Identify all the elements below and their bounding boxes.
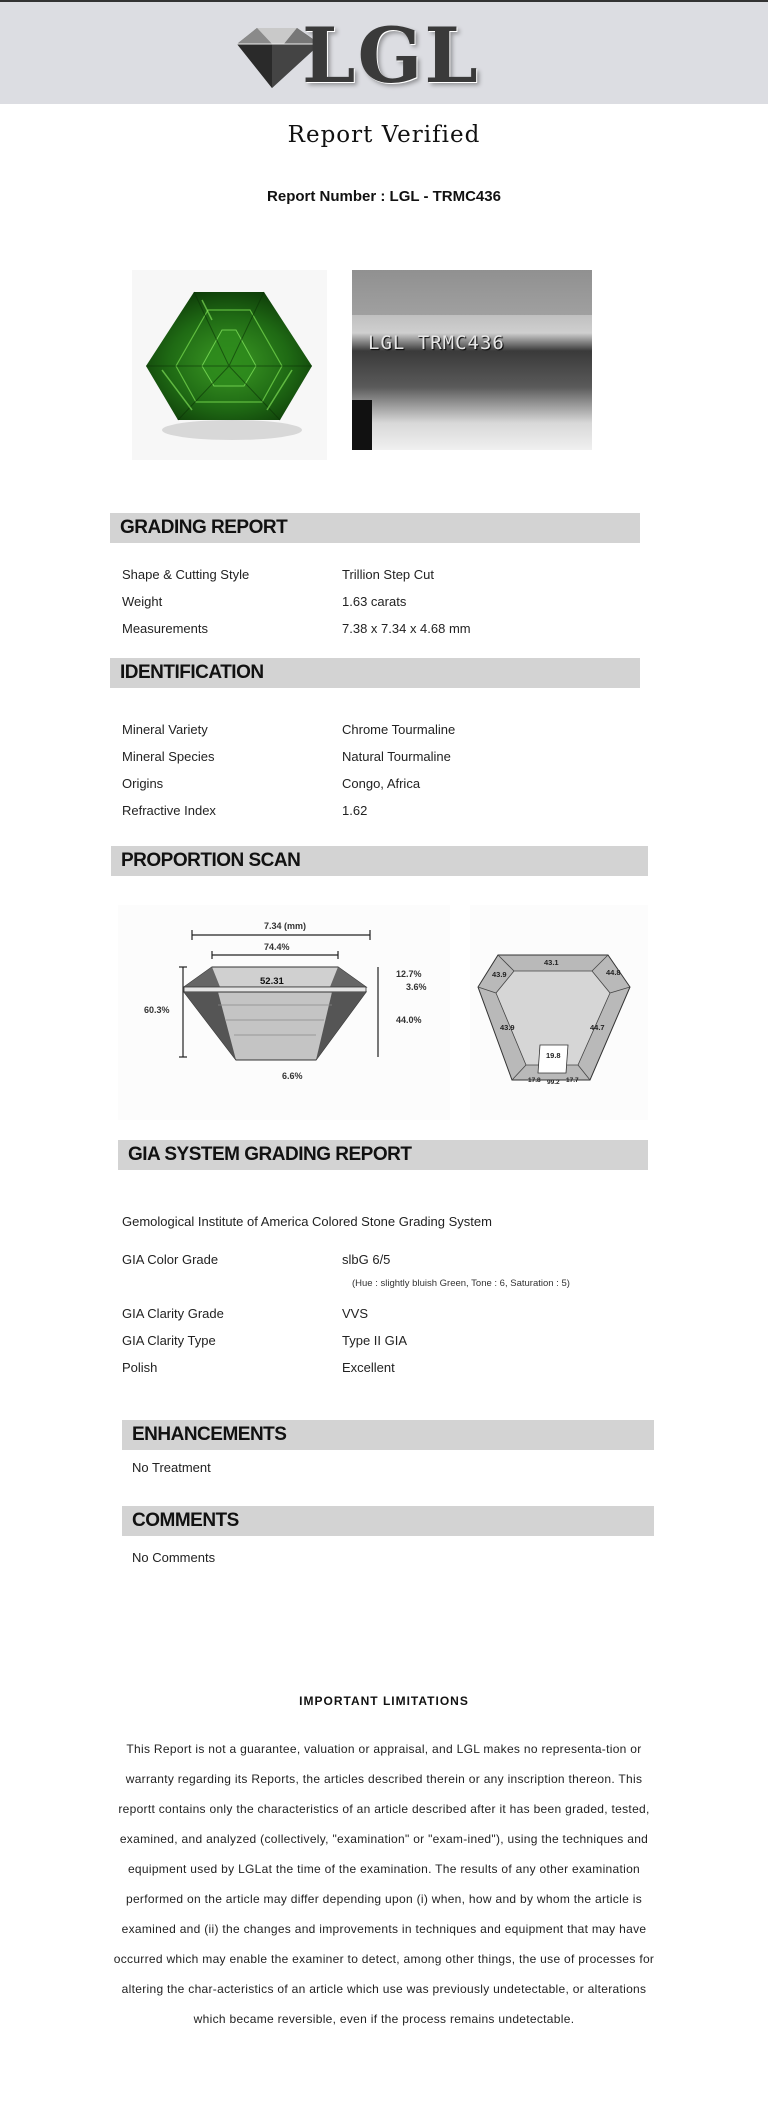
grading-report-title: GRADING REPORT [120, 517, 288, 538]
top-facet-right-top: 44.8 [606, 968, 621, 977]
identification-header [110, 658, 640, 688]
row-label: Mineral Variety [122, 722, 208, 737]
side-crown-label: 12.7% [396, 969, 422, 979]
proportion-top-diagram [470, 905, 648, 1120]
enhancements-title: ENHANCEMENTS [132, 1424, 287, 1445]
row-value: Type II GIA [342, 1333, 408, 1348]
side-culet-label: 6.6% [282, 1071, 303, 1081]
proportion-scan-header [111, 846, 648, 876]
row-label: Measurements [122, 621, 208, 636]
gia-subtitle: Gemological Institute of America Colored Stone Grading System [122, 1214, 492, 1229]
lgl-logo[interactable] [232, 11, 492, 100]
report-number: Report Number : LGL - TRMC436 [267, 188, 501, 205]
inscription-photo [352, 270, 592, 450]
top-facet-bottom-right: 17.7 [566, 1077, 579, 1084]
enhancements-text: No Treatment [132, 1460, 211, 1475]
row-label: Shape & Cutting Style [122, 567, 250, 582]
row-label: Refractive Index [122, 803, 216, 818]
logo-text: LGL [302, 11, 480, 100]
proportion-scan-title: PROPORTION SCAN [121, 850, 301, 871]
row-label: GIA Color Grade [122, 1252, 219, 1267]
row-label: Mineral Species [122, 749, 215, 764]
side-table-center-label: 52.31 [260, 976, 284, 987]
row-label: Weight [122, 594, 163, 609]
row-label: GIA Clarity Grade [122, 1306, 224, 1321]
top-facet-right-mid: 44.7 [590, 1023, 605, 1032]
inscription-text: LGL TRMC436 [368, 332, 505, 354]
proportion-side-diagram [118, 905, 450, 1120]
row-value: Chrome Tourmaline [342, 722, 456, 737]
comments-text: No Comments [132, 1550, 216, 1565]
top-facet-bottom-left: 17.8 [528, 1077, 541, 1084]
row-value: VVS [342, 1306, 369, 1321]
top-facet-left-top: 43.9 [492, 970, 507, 979]
gia-title: GIA SYSTEM GRADING REPORT [128, 1144, 412, 1165]
identification-title: IDENTIFICATION [120, 662, 264, 683]
grading-report-header [110, 513, 640, 543]
side-pavilion-label: 44.0% [396, 1015, 422, 1025]
row-value: slbG 6/5 [342, 1252, 391, 1267]
row-value: Trillion Step Cut [342, 567, 434, 582]
header-banner [0, 2, 768, 104]
comments-title: COMMENTS [132, 1510, 239, 1531]
row-value: 1.63 carats [342, 594, 407, 609]
comments-header [122, 1506, 654, 1536]
row-value: Natural Tourmaline [342, 749, 451, 764]
top-facet-center: 19.8 [546, 1051, 561, 1060]
row-value: 1.62 [342, 803, 368, 818]
gia-color-note: (Hue : slightly bluish Green, Tone : 6, Saturation : 5) [352, 1278, 570, 1289]
top-facet-bottom-mid: 99.2 [547, 1079, 560, 1086]
top-facet-top: 43.1 [544, 958, 559, 967]
gia-header [118, 1140, 648, 1170]
side-width-label: 7.34 (mm) [264, 921, 307, 931]
row-value: Excellent [342, 1360, 395, 1375]
row-value: 7.38 x 7.34 x 4.68 mm [342, 621, 471, 636]
side-depth-label: 60.3% [144, 1005, 170, 1015]
side-girdle-label: 3.6% [406, 982, 427, 992]
page-title: Report Verified [287, 122, 481, 148]
limitations-title: IMPORTANT LIMITATIONS [299, 1694, 469, 1708]
row-label: Polish [122, 1360, 158, 1375]
limitations-text: This Report is not a guarantee, valuation or appraisal, and LGL makes no representa-tion or warranty regarding its Reports, the articles described therein or any inscription thereon. This reportt contains only the characteristics of an article described after it has been graded, tested, examined, and analyzed (collectively, "examination" or "exam-ined"), using the techniques and equipment used by LGLat the time of the examination. The results of any other examination performed on the article may differ depending upon (i) when, how and by whom the article is examined and (ii) the changes and improvements in techniques and equipment that may have occurred which may enable the examiner to detect, among other things, the use of processes for altering the char-acteristics of an article which use was previously undetectable, or alterations which became reversible, even if the process remains undetectable. [113, 1742, 655, 2026]
side-table-label: 74.4% [264, 942, 290, 952]
gem-photo [132, 270, 327, 460]
row-value: Congo, Africa [342, 776, 421, 791]
row-label: Origins [122, 776, 164, 791]
top-facet-left-mid: 43.9 [500, 1023, 515, 1032]
enhancements-header [122, 1420, 654, 1450]
row-label: GIA Clarity Type [122, 1333, 216, 1348]
